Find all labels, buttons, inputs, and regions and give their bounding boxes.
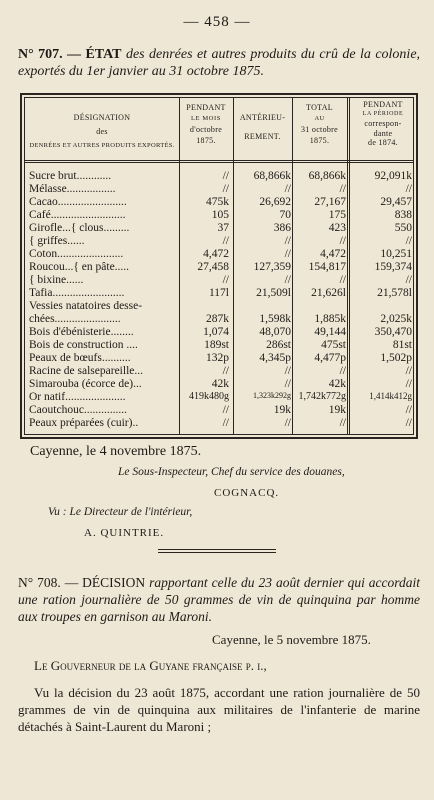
header-col1: [179, 102, 233, 146]
cell-1874: 550: [394, 222, 412, 234]
cell-1874: //: [405, 274, 412, 286]
header-text: DENRÉES ET AUTRES PRODUITS EXPORTÉS.: [29, 142, 175, 149]
row-label: Simarouba (écorce de)...: [29, 378, 142, 390]
cell-1874: //: [405, 183, 412, 195]
cell-total: 1,885k: [314, 313, 346, 325]
row-label: Peaux préparées (cuir)..: [29, 417, 139, 429]
row-label: Café..........................: [29, 209, 126, 221]
doc-708-dash: —: [64, 575, 79, 590]
doc-708-title: rapportant celle du 23 août dernier qui accordait une ration journalière de 50 grammes de vin de quinquina par homme aux troupes en garnison au Maroni.: [18, 575, 421, 624]
export-table: [20, 93, 418, 439]
cell-prior: 1,598k: [259, 313, 291, 325]
header-text: PENDANT: [186, 103, 226, 112]
header-text: LE MOIS: [190, 115, 222, 122]
cell-1874: //: [405, 378, 412, 390]
cell-october: 4,472: [203, 248, 229, 260]
header-col4: [349, 100, 417, 148]
doc-707-title: des denrées et autres produits du crû de la colonie, exportés du 1er janvier au 31 octobre 1875.: [18, 47, 421, 79]
cell-october: 1,074: [203, 326, 229, 338]
cell-1874: 838: [394, 209, 412, 221]
table-inner-frame: [24, 97, 414, 435]
separator-rule: [158, 552, 276, 553]
cell-total: 42k: [328, 378, 346, 390]
cell-prior: 68,866k: [253, 170, 291, 182]
cell-october: //: [222, 235, 229, 247]
cell-prior: //: [284, 417, 291, 429]
cell-prior: //: [284, 248, 291, 260]
cell-prior: 386: [273, 222, 291, 234]
row-label: Racine de salsepareille...: [29, 365, 143, 377]
row-label: Or natif.....................: [29, 391, 126, 403]
cell-total: 4,477p: [314, 352, 346, 364]
cell-1874: 2,025k: [380, 313, 412, 325]
signatory-name: COGNACQ.: [214, 487, 280, 499]
cell-prior: //: [284, 235, 291, 247]
header-text: 1875.: [309, 136, 330, 145]
cell-prior: 127,359: [253, 261, 291, 273]
cell-october: 132p: [206, 352, 229, 364]
cell-prior: 21,509l: [256, 287, 291, 299]
separator-rule: [158, 549, 276, 550]
cell-1874: //: [405, 365, 412, 377]
page-number: — 458 —: [183, 14, 251, 30]
row-label: { griffes......: [29, 235, 85, 247]
cell-1874: 159,374: [374, 261, 412, 273]
header-text: ANTÉRIEU-: [239, 113, 286, 122]
cell-prior: 26,692: [259, 196, 291, 208]
cell-october: 42k: [211, 378, 229, 390]
signatory-title: Le Sous-Inspecteur, Chef du service des douanes,: [118, 466, 345, 478]
cell-october: 105: [211, 209, 229, 221]
vu-name: A. QUINTRIE.: [84, 527, 165, 539]
header-text: correspon-: [364, 119, 402, 128]
header-text: dante: [373, 128, 393, 138]
cell-prior: 1,323k292g: [253, 391, 291, 400]
cell-october: 419k480g: [189, 391, 229, 402]
cell-total: 423: [328, 222, 346, 234]
row-label: Vessies natatoires desse-: [29, 300, 143, 312]
cell-1874: 92,091k: [374, 170, 412, 182]
cell-october: //: [222, 417, 229, 429]
doc-707-heading: [18, 46, 420, 80]
cell-october: 27,458: [197, 261, 229, 273]
header-rule: [25, 162, 413, 163]
cell-october: //: [222, 404, 229, 416]
row-label: Girofle...{ clous.........: [29, 222, 130, 234]
cell-october: 37: [217, 222, 229, 234]
cell-prior: //: [284, 183, 291, 195]
decision-708-body: Vu la décision du 23 août 1875, accordant une ration journalière de 50 grammes de vin de quinquina aux militaires de l'infanterie de marine détachés à Saint-Laurent du Maroni ;: [18, 685, 420, 734]
cell-1874: 21,578l: [377, 287, 412, 299]
cell-total: 154,817: [308, 261, 346, 273]
cell-october: 287k: [206, 313, 229, 325]
cell-total: //: [339, 417, 346, 429]
cell-prior: 4,345p: [259, 352, 291, 364]
place-date-708: Cayenne, le 5 novembre 1875.: [212, 632, 371, 647]
cell-1874: 10,251: [380, 248, 412, 260]
cell-october: 475k: [206, 196, 229, 208]
header-text: 31 octobre: [301, 125, 338, 134]
cell-total: //: [339, 235, 346, 247]
cell-october: //: [222, 365, 229, 377]
cell-total: 27,167: [314, 196, 346, 208]
cell-total: 475st: [321, 339, 346, 351]
cell-1874: 1,414k412g: [369, 391, 412, 401]
row-label: Peaux de bœufs..........: [29, 352, 131, 364]
doc-707-number: N° 707.: [18, 47, 63, 62]
header-text: PENDANT: [363, 100, 403, 109]
governor-line: Le Gouverneur de la Guyane française p. i.,: [34, 658, 267, 673]
cell-1874: 350,470: [374, 326, 412, 338]
cell-total: //: [339, 274, 346, 286]
cell-prior: //: [284, 378, 291, 390]
cell-1874: 81st: [392, 339, 412, 351]
cell-total: 4,472: [320, 248, 346, 260]
row-label: Roucou...{ en pâte.....: [29, 261, 130, 273]
cell-1874: //: [405, 417, 412, 429]
header-text: 1875.: [196, 136, 216, 145]
row-label: Cacao........................: [29, 196, 127, 208]
header-text: d'octobre: [189, 125, 223, 134]
cell-prior: 48,070: [259, 326, 291, 338]
header-rule: [25, 160, 413, 161]
cell-prior: //: [284, 274, 291, 286]
table-row: [25, 417, 413, 432]
cell-1874: 1,502p: [380, 352, 412, 364]
header-text: AU: [314, 115, 325, 122]
cell-total: //: [339, 365, 346, 377]
cell-total: 68,866k: [308, 170, 346, 182]
row-label: { bixine......: [29, 274, 84, 286]
cell-total: //: [339, 183, 346, 195]
header-text: de 1874.: [368, 138, 398, 147]
cell-total: 19k: [328, 404, 346, 416]
row-label: chées.......................: [29, 313, 121, 325]
cell-1874: //: [405, 404, 412, 416]
header-text: TOTAL: [306, 103, 333, 112]
doc-708-number: N° 708.: [18, 575, 61, 590]
cell-october: //: [222, 170, 229, 182]
cell-october: //: [222, 274, 229, 286]
row-label: Tafia.........................: [29, 287, 125, 299]
row-label: Bois de construction ....: [29, 339, 138, 351]
header-col3: [292, 102, 347, 146]
cell-total: 21,626l: [311, 287, 346, 299]
row-label: Mélasse.................: [29, 183, 116, 195]
cell-prior: 286st: [266, 339, 291, 351]
cell-october: 189st: [204, 339, 229, 351]
row-label: Sucre brut............: [29, 170, 112, 182]
cell-prior: 70: [279, 209, 291, 221]
row-label: Coton.......................: [29, 248, 124, 260]
doc-707-lead: ÉTAT: [85, 47, 122, 62]
header-text: DÉSIGNATION: [73, 113, 131, 122]
header-text: des: [96, 127, 108, 136]
cell-prior: //: [284, 365, 291, 377]
cell-total: 1,742k772g: [298, 391, 346, 402]
doc-708-heading: [18, 574, 420, 625]
cell-total: 49,144: [314, 326, 346, 338]
cell-prior: 19k: [273, 404, 291, 416]
cell-1874: //: [405, 235, 412, 247]
header-col2: [233, 112, 292, 142]
header-text: LA PÉRIODE: [362, 110, 404, 117]
header-text: REMENT.: [244, 132, 281, 141]
header-designation: [25, 112, 179, 151]
cell-total: 175: [328, 209, 346, 221]
place-date-707: Cayenne, le 4 novembre 1875.: [30, 444, 202, 459]
doc-708-lead: DÉCISION: [82, 575, 146, 590]
cell-october: //: [222, 183, 229, 195]
doc-707-dash: —: [67, 47, 82, 62]
row-label: Bois d'ébénisterie........: [29, 326, 134, 338]
row-label: Caoutchouc...............: [29, 404, 128, 416]
cell-1874: 29,457: [380, 196, 412, 208]
vu-line: Vu : Le Directeur de l'intérieur,: [48, 506, 193, 518]
cell-october: 117l: [208, 287, 229, 299]
